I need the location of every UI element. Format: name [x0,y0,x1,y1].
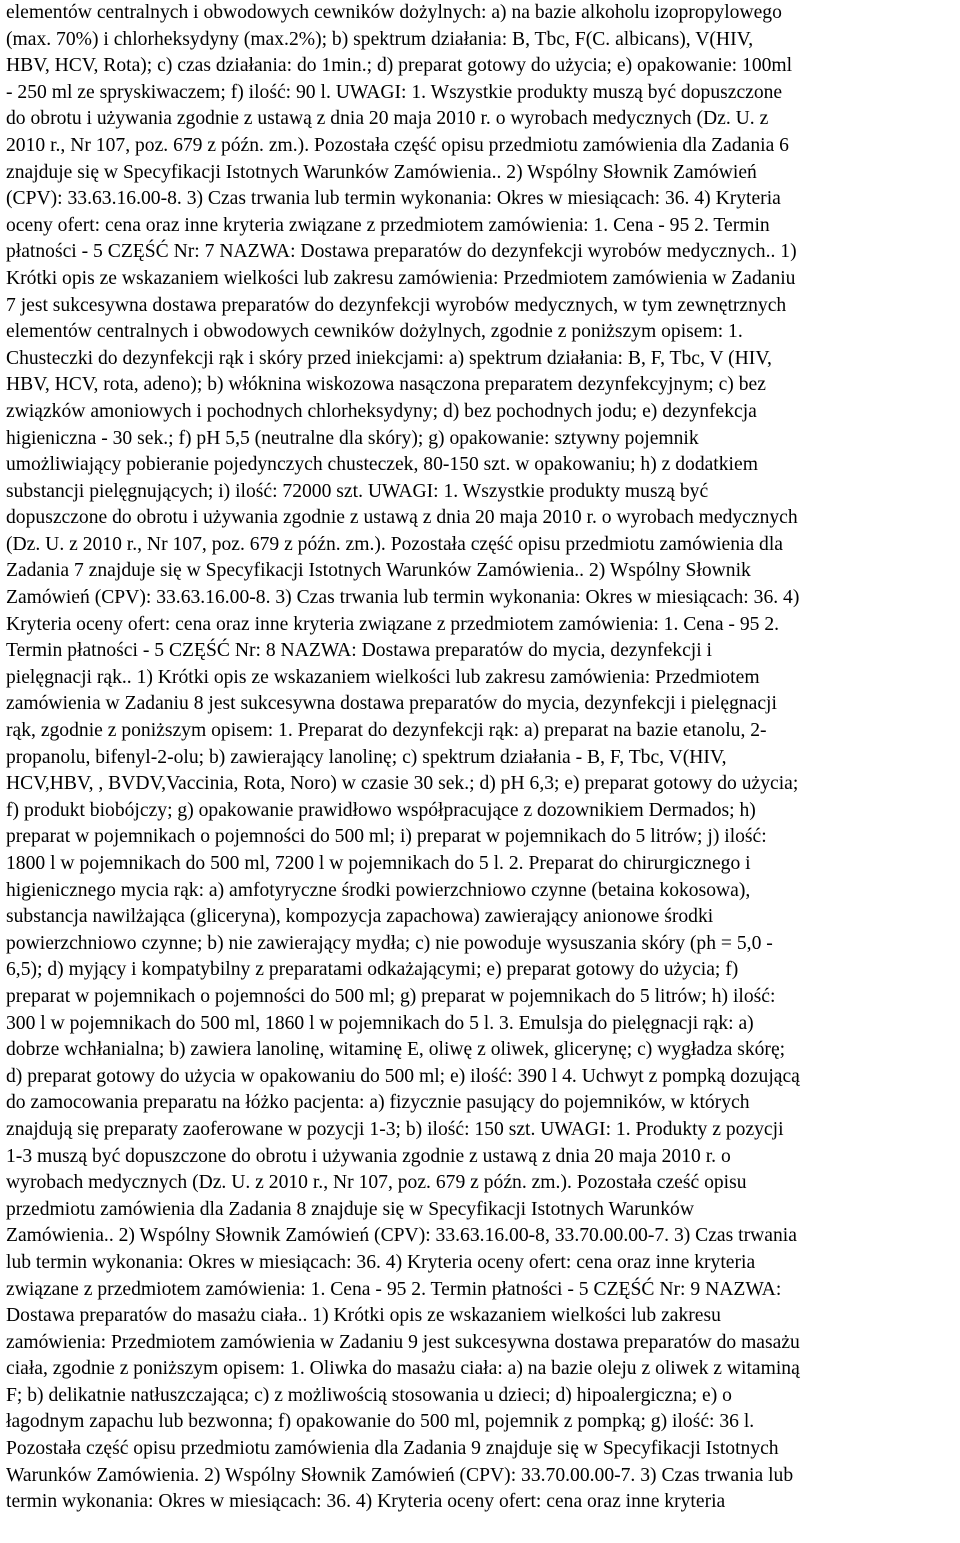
text-line: Zadania 7 znajduje się w Specyfikacji Istotnych Warunków Zamówienia.. 2) Wspólny Słownik [6,560,751,582]
text-line: Termin płatności - 5 CZĘŚĆ Nr: 8 NAZWA: Dostawa preparatów do mycia, dezynfekcji i [6,640,712,662]
text-line: 7 jest sukcesywna dostawa preparatów do dezynfekcji wyrobów medycznych, w tym zewnętrznych [6,294,787,316]
text-line: elementów centralnych i obwodowych cewników dożylnych: a) na bazie alkoholu izopropylowego [6,2,782,23]
text-line: f) produkt biobójczy; g) opakowanie prawidłowo współpracujące z dozownikiem Dermados; h) [6,799,756,821]
text-line: propanolu, bifenyl-2-olu; b) zawierający lanolinę; c) spektrum działania - B, F, Tbc, V(HIV, [6,746,727,768]
text-line: oceny ofert: cena oraz inne kryteria związane z przedmiotem zamówienia: 1. Cena - 95 2. Termin [6,214,770,236]
text-line: - 250 ml ze spryskiwaczem; f) ilość: 90 l. UWAGI: 1. Wszystkie produkty muszą być dopuszczone [6,81,783,103]
text-line: powierzchniowo czynne; b) nie zawierający mydła; c) nie powoduje wysuszania skóry (ph = 5,0 - [6,932,773,954]
text-line: 300 l w pojemnikach do 500 ml, 1860 l w pojemnikach do 5 l. 3. Emulsja do pielęgnacji rąk: a) [6,1012,754,1034]
text-line: Warunków Zamówienia. 2) Wspólny Słownik Zamówień (CPV): 33.70.00.00-7. 3) Czas trwania lub [6,1464,794,1486]
text-line: wyrobach medycznych (Dz. U. z 2010 r., Nr 107, poz. 679 z późn. zm.). Pozostała cześć opisu [6,1172,747,1194]
text-line: HBV, HCV, rota, adeno); b) włóknina wiskozowa nasączona preparatem dezynfekcyjnym; c) bez [6,374,766,396]
text-line: zamówienia: Przedmiotem zamówienia w Zadaniu 9 jest sukcesywna dostawa preparatów do masażu [6,1331,800,1353]
text-line: preparat w pojemnikach o pojemności do 500 ml; i) preparat w pojemnikach do 5 litrów; j) ilość: [6,826,767,848]
text-line: Krótki opis ze wskazaniem wielkości lub zakresu zamówienia: Przedmiotem zamówienia w Zadaniu [6,267,796,289]
text-line: preparat w pojemnikach o pojemności do 500 ml; g) preparat w pojemnikach do 5 litrów; h) ilość: [6,985,776,1007]
text-line: (max. 70%) i chlorheksydyny (max.2%); b) spektrum działania: B, Tbc, F(C. albicans), V(HIV, [6,28,754,50]
text-line: rąk, zgodnie z poniższym opisem: 1. Preparat do dezynfekcji rąk: a) preparat na bazie etanolu, 2- [6,720,767,742]
text-line: dobrze wchłanialna; b) zawiera lanolinę, witaminę E, oliwę z oliwek, glicerynę; c) wygładza skórę; [6,1039,786,1061]
text-line: do obrotu i używania zgodnie z ustawą z dnia 20 maja 2010 r. o wyrobach medycznych (Dz. U. z [6,108,769,130]
text-line: (CPV): 33.63.16.00-8. 3) Czas trwania lub termin wykonania: Okres w miesiącach: 36. 4) Kryteria [6,188,781,210]
text-line: ciała, zgodnie z poniższym opisem: 1. Oliwka do masażu ciała: a) na bazie oleju z oliwek z witaminą [6,1358,800,1380]
text-line: umożliwiający pobieranie pojedynczych chusteczek, 80-150 szt. w opakowaniu; h) z dodatkiem [6,454,758,476]
document-body [6,0,954,1516]
text-line: 1-3 muszą być dopuszczone do obrotu i używania zgodnie z ustawą z dnia 20 maja 2010 r. o [6,1145,731,1167]
text-line: Pozostała część opisu przedmiotu zamówienia dla Zadania 9 znajduje się w Specyfikacji Istotnych [6,1438,779,1460]
text-line: higienicznego mycia rąk: a) amfotyryczne środki powierzchniowo czynne (betaina kokosowa), [6,879,751,901]
text-line: 1800 l w pojemnikach do 500 ml, 7200 l w pojemnikach do 5 l. 2. Preparat do chirurgicznego i [6,853,751,874]
text-line: termin wykonania: Okres w miesiącach: 36. 4) Kryteria oceny ofert: cena oraz inne kryteria [6,1491,726,1513]
text-line: 6,5); d) myjący i kompatybilny z preparatami odkażającymi; e) preparat gotowy do użycia; f) [6,959,739,981]
text-line: płatności - 5 CZĘŚĆ Nr: 7 NAZWA: Dostawa preparatów do dezynfekcji wyrobów medycznych.. 1) [6,241,797,263]
text-line: F; b) delikatnie natłuszczająca; c) z możliwością stosowania u dzieci; d) hipoalergiczna; e) o [6,1384,732,1406]
text-line: higieniczna - 30 sek.; f) pH 5,5 (neutralne dla skóry); g) opakowanie: sztywny pojemnik [6,427,699,449]
text-line: lub termin wykonania: Okres w miesiącach: 36. 4) Kryteria oceny ofert: cena oraz inne kryteria [6,1251,756,1273]
text-line: zamówienia w Zadaniu 8 jest sukcesywna dostawa preparatów do mycia, dezynfekcji i pielęgnacji [6,693,777,715]
text-line: pielęgnacji rąk.. 1) Krótki opis ze wskazaniem wielkości lub zakresu zamówienia: Przedmiotem [6,666,760,688]
text-line: HBV, HCV, Rota); c) czas działania: do 1min.; d) preparat gotowy do użycia; e) opakowanie: 100ml [6,55,793,77]
text-line: elementów centralnych i obwodowych cewników dożylnych, zgodnie z poniższym opisem: 1. [6,321,743,343]
text-line: związane z przedmiotem zamówienia: 1. Cena - 95 2. Termin płatności - 5 CZĘŚĆ Nr: 9 NAZWA: [6,1278,782,1300]
text-line: HCV,HBV, , BVDV,Vaccinia, Rota, Noro) w czasie 30 sek.; d) pH 6,3; e) preparat gotowy do użycia; [6,773,799,795]
text-line: d) preparat gotowy do użycia w opakowaniu do 500 ml; e) ilość: 390 l 4. Uchwyt z pompką dozującą [6,1065,800,1087]
text-line: dopuszczone do obrotu i używania zgodnie z ustawą z dnia 20 maja 2010 r. o wyrobach medycznych [6,507,798,529]
text-line: Zamówienia.. 2) Wspólny Słownik Zamówień (CPV): 33.63.16.00-8, 33.70.00.00-7. 3) Czas trwania [6,1225,797,1247]
text-line: substancji pielęgnujących; i) ilość: 72000 szt. UWAGI: 1. Wszystkie produkty muszą być [6,480,709,502]
text-line: znajduje się w Specyfikacji Istotnych Warunków Zamówienia.. 2) Wspólny Słownik Zamówień [6,161,757,183]
text-line: substancja nawilżająca (gliceryna), kompozycja zapachowa) zawierający anionowe środki [6,906,714,928]
text-line: Chusteczki do dezynfekcji rąk i skóry przed iniekcjami: a) spektrum działania: B, F, Tbc, V (HIV, [6,347,772,369]
text-line: 2010 r., Nr 107, poz. 679 z późn. zm.). Pozostała część opisu przedmiotu zamówienia dla Zadania 6 [6,134,789,156]
text-line: do zamocowania preparatu na łóżko pacjenta: a) fizycznie pasujący do pojemników, w których [6,1092,750,1114]
text-line: Zamówień (CPV): 33.63.16.00-8. 3) Czas trwania lub termin wykonania: Okres w miesiącach: 36. 4) [6,587,800,609]
text-line: łagodnym zapachu lub bezwonna; f) opakowanie do 500 ml, pojemnik z pompką; g) ilość: 36 l. [6,1411,755,1433]
text-line: Dostawa preparatów do masażu ciała.. 1) Krótki opis ze wskazaniem wielkości lub zakresu [6,1305,721,1327]
text-line: przedmiotu zamówienia dla Zadania 8 znajduje się w Specyfikacji Istotnych Warunków [6,1198,694,1220]
text-line: (Dz. U. z 2010 r., Nr 107, poz. 679 z późn. zm.). Pozostała część opisu przedmiotu zamówienia dla [6,533,783,555]
text-line: Kryteria oceny ofert: cena oraz inne kryteria związane z przedmiotem zamówienia: 1. Cena - 95 2. [6,613,780,635]
text-line: znajdują się preparaty zaoferowane w pozycji 1-3; b) ilość: 150 szt. UWAGI: 1. Produkty z pozycji [6,1118,784,1140]
text-line: związków amoniowych i pochodnych chlorheksydyny; d) bez pochodnych jodu; e) dezynfekcja [6,400,757,422]
